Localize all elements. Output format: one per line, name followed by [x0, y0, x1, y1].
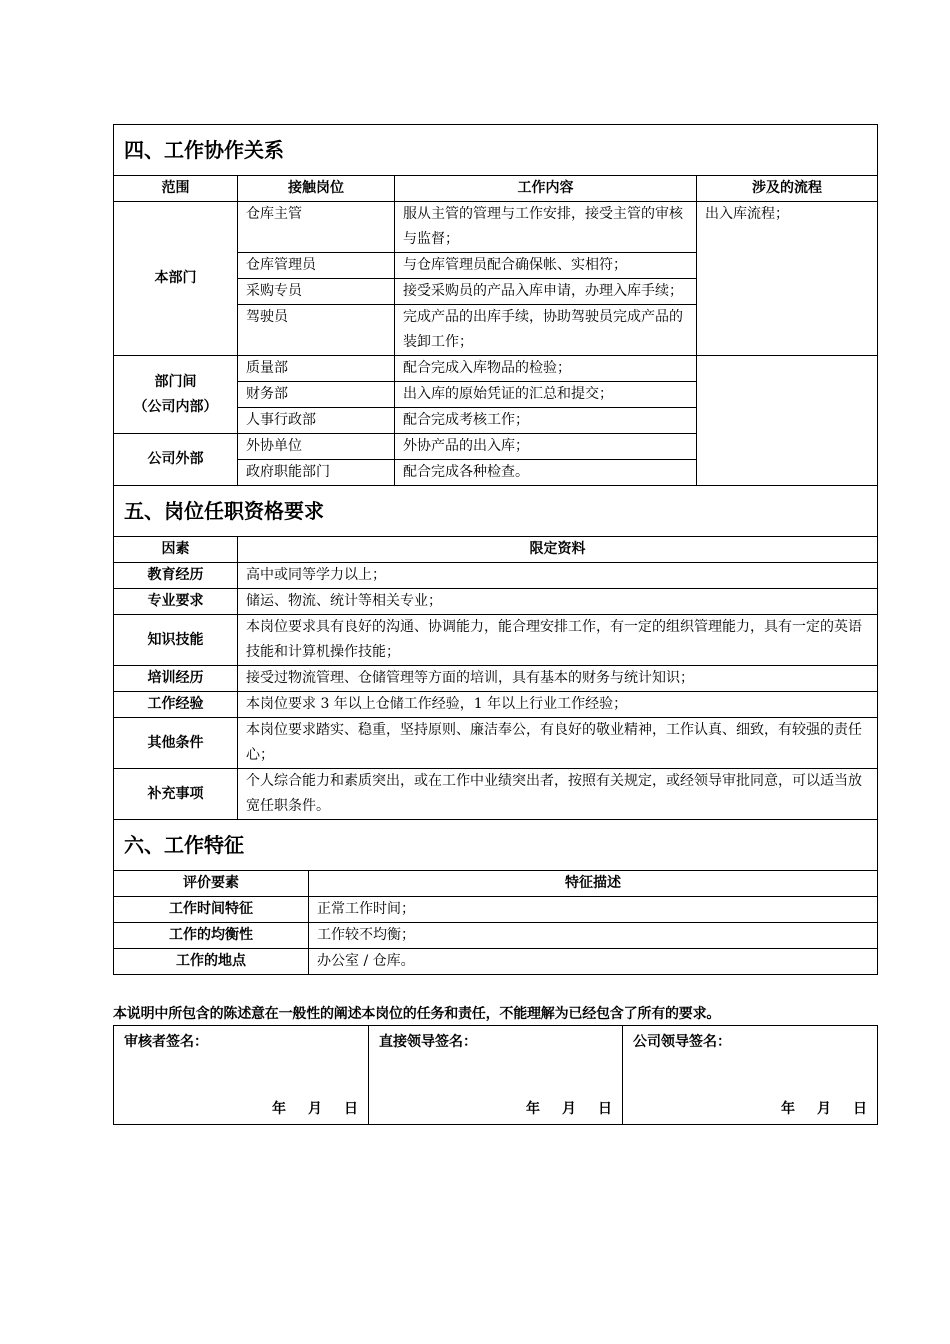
factor-cell: 工作时间特征: [114, 897, 309, 923]
table-row: [114, 615, 878, 666]
collaboration-table: [113, 124, 878, 486]
post-cell: 财务部: [238, 382, 395, 408]
content-cell: 服从主管的管理与工作安排，接受主管的审核与监督；: [395, 202, 697, 253]
table-row: [114, 692, 878, 718]
section-title: 四、工作协作关系: [114, 125, 878, 176]
scope-line: （公司内部）: [133, 398, 218, 415]
post-cell: 采购专员: [238, 279, 395, 305]
column-header: 范围: [114, 176, 238, 202]
year-label: 年: [526, 1101, 540, 1117]
table-row: [114, 897, 878, 923]
factor-cell: 补充事项: [114, 769, 238, 820]
desc-cell: 办公室 / 仓库。: [309, 949, 878, 975]
date-fields: [250, 1097, 358, 1122]
factor-cell: 其他条件: [114, 718, 238, 769]
column-header: 接触岗位: [238, 176, 395, 202]
process-cell: [697, 356, 878, 486]
detail-cell: 本岗位要求 3 年以上仓储工作经验，1 年以上行业工作经验；: [238, 692, 878, 718]
content-cell: 配合完成入库物品的检验；: [395, 356, 697, 382]
scope-cell: 公司外部: [114, 434, 238, 486]
date-fields: [759, 1097, 867, 1122]
table-row: [114, 718, 878, 769]
detail-cell: 高中或同等学力以上；: [238, 563, 878, 589]
table-row: [114, 923, 878, 949]
content-cell: 外协产品的出入库；: [395, 434, 697, 460]
detail-cell: 接受过物流管理、仓储管理等方面的培训，具有基本的财务与统计知识；: [238, 666, 878, 692]
signature-table: [113, 1025, 878, 1125]
scope-line: 部门间: [154, 373, 197, 390]
section-title: 六、工作特征: [114, 820, 878, 871]
table-row: [114, 589, 878, 615]
signature-cell-direct-leader: [369, 1026, 623, 1125]
month-label: 月: [817, 1101, 831, 1117]
factor-cell: 工作经验: [114, 692, 238, 718]
detail-cell: 储运、物流、统计等相关专业；: [238, 589, 878, 615]
signature-label: 直接领导签名：: [379, 1034, 477, 1050]
day-label: 日: [853, 1101, 867, 1117]
day-label: 日: [598, 1101, 612, 1117]
table-row: [114, 666, 878, 692]
column-header: 特征描述: [309, 871, 878, 897]
content-cell: 配合完成各种检查。: [395, 460, 697, 486]
content-cell: 完成产品的出库手续，协助驾驶员完成产品的装卸工作；: [395, 305, 697, 356]
signature-label: 公司领导签名：: [633, 1034, 731, 1050]
column-header: 工作内容: [395, 176, 697, 202]
detail-cell: 本岗位要求具有良好的沟通、协调能力，能合理安排工作，有一定的组织管理能力，具有一定的英语技能和计算机操作技能；: [238, 615, 878, 666]
detail-cell: 个人综合能力和素质突出，或在工作中业绩突出者，按照有关规定，或经领导审批同意，可以适当放宽任职条件。: [238, 769, 878, 820]
table-row: [114, 356, 878, 382]
signature-cell-reviewer: [114, 1026, 369, 1125]
factor-cell: 专业要求: [114, 589, 238, 615]
column-header: 评价要素: [114, 871, 309, 897]
post-cell: 质量部: [238, 356, 395, 382]
month-label: 月: [562, 1101, 576, 1117]
signature-cell-company-leader: [623, 1026, 878, 1125]
column-header: 涉及的流程: [697, 176, 878, 202]
desc-cell: 正常工作时间；: [309, 897, 878, 923]
post-cell: 仓库主管: [238, 202, 395, 253]
table-row: [114, 949, 878, 975]
document-page: [113, 124, 877, 1125]
process-cell: 出入库流程；: [697, 202, 878, 356]
signature-label: 审核者签名：: [124, 1034, 208, 1050]
factor-cell: 工作的均衡性: [114, 923, 309, 949]
factor-cell: 教育经历: [114, 563, 238, 589]
content-cell: 配合完成考核工作；: [395, 408, 697, 434]
month-label: 月: [308, 1101, 322, 1117]
column-header: 因素: [114, 537, 238, 563]
table-row: [114, 769, 878, 820]
disclaimer-note: 本说明中所包含的陈述意在一般性的阐述本岗位的任务和责任，不能理解为已经包含了所有的要求。: [113, 1006, 721, 1022]
scope-cell: 本部门: [114, 202, 238, 356]
year-label: 年: [272, 1101, 286, 1117]
detail-cell: 本岗位要求踏实、稳重，坚持原则、廉洁奉公，有良好的敬业精神，工作认真、细致，有较强的责任心；: [238, 718, 878, 769]
column-header: 限定资料: [238, 537, 878, 563]
factor-cell: 知识技能: [114, 615, 238, 666]
work-feature-table: [113, 819, 878, 975]
qualification-table: [113, 485, 878, 820]
content-cell: 与仓库管理员配合确保帐、实相符；: [395, 253, 697, 279]
post-cell: 人事行政部: [238, 408, 395, 434]
content-cell: 接受采购员的产品入库申请，办理入库手续；: [395, 279, 697, 305]
table-row: [114, 563, 878, 589]
post-cell: 仓库管理员: [238, 253, 395, 279]
post-cell: 驾驶员: [238, 305, 395, 356]
post-cell: 外协单位: [238, 434, 395, 460]
date-fields: [504, 1097, 612, 1122]
scope-cell: [114, 356, 238, 434]
day-label: 日: [344, 1101, 358, 1117]
factor-cell: 工作的地点: [114, 949, 309, 975]
post-cell: 政府职能部门: [238, 460, 395, 486]
desc-cell: 工作较不均衡；: [309, 923, 878, 949]
table-row: [114, 202, 878, 253]
year-label: 年: [781, 1101, 795, 1117]
factor-cell: 培训经历: [114, 666, 238, 692]
section-title: 五、岗位任职资格要求: [114, 486, 878, 537]
content-cell: 出入库的原始凭证的汇总和提交；: [395, 382, 697, 408]
